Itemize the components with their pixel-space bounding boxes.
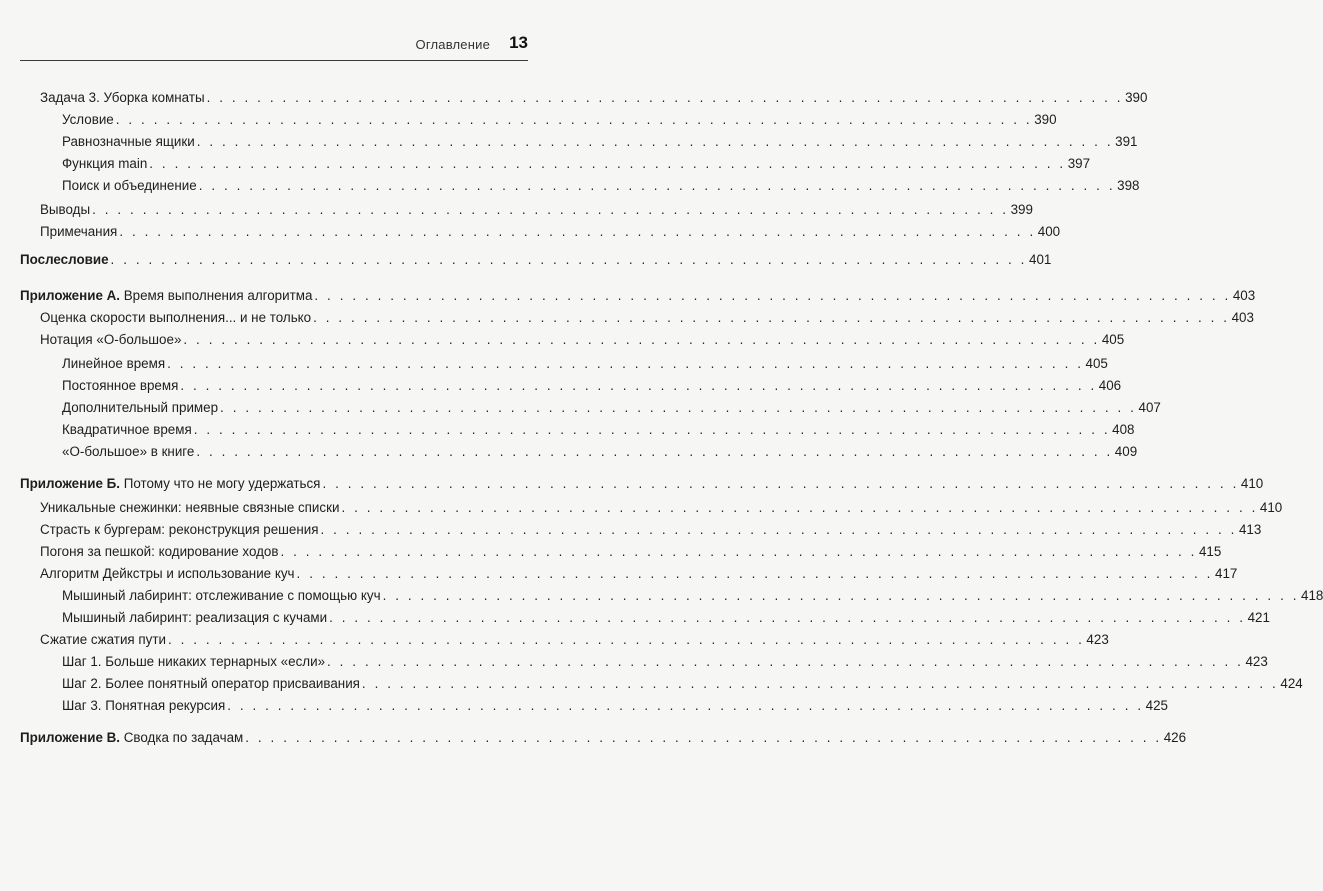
dot-leader: . . . . . . . . . . . . . . . . . . . . . . . . . . . . . . . . . . . . . . . . . . . . . . . . . . . . . . . . . . . . . . . . . . . . . . . . . xyxy=(322,476,1239,491)
dot-leader: . . . . . . . . . . . . . . . . . . . . . . . . . . . . . . . . . . . . . . . . . . . . . . . . . . . . . . . . . . . . . . . . . . . . . . . . . xyxy=(196,444,1113,459)
toc-entry xyxy=(20,200,1033,220)
toc-chapter xyxy=(20,728,1187,748)
dot-leader: . . . . . . . . . . . . . . . . . . . . . . . . . . . . . . . . . . . . . . . . . . . . . . . . . . . . . . . . . . . . . . . . . . . . . . . . . xyxy=(196,134,1114,149)
appendix-label: Приложение В. xyxy=(20,730,121,745)
toc-entry-page: 408 xyxy=(1112,422,1135,437)
toc-chapter-title: Послесловие xyxy=(20,252,109,267)
toc-entry-title: Алгоритм Дейкстры и использование куч xyxy=(40,566,295,581)
dot-leader: . . . . . . . . . . . . . . . . . . . . . . . . . . . . . . . . . . . . . . . . . . . . . . . . . . . . . . . . . . . . . . . . . . . . . . . . . xyxy=(314,288,1231,303)
toc-entry-title: Квадратичное время xyxy=(62,422,192,437)
toc-entry-page: 391 xyxy=(1115,134,1138,149)
toc-entry-page: 424 xyxy=(1280,676,1303,691)
toc-entry-page: 403 xyxy=(1231,310,1254,325)
toc-entry xyxy=(20,442,1138,462)
toc-chapter-page: 401 xyxy=(1029,252,1052,267)
toc-entry xyxy=(20,674,1303,694)
dot-leader: . . . . . . . . . . . . . . . . . . . . . . . . . . . . . . . . . . . . . . . . . . . . . . . . . . . . . . . . . . . . . . . . . . . . . . . . . xyxy=(115,112,1033,127)
toc-entry-title: «О-большое» в книге xyxy=(62,444,195,459)
toc-entry xyxy=(20,696,1168,716)
page-number: 13 xyxy=(509,33,528,52)
toc-chapter-title xyxy=(20,474,320,494)
appendix-label: Приложение А. xyxy=(20,288,121,303)
dot-leader: . . . . . . . . . . . . . . . . . . . . . . . . . . . . . . . . . . . . . . . . . . . . . . . . . . . . . . . . . . . . . . . . . . . . . . . . . xyxy=(183,332,1100,347)
toc-entry-page: 417 xyxy=(1215,566,1238,581)
dot-leader: . . . . . . . . . . . . . . . . . . . . . . . . . . . . . . . . . . . . . . . . . . . . . . . . . . . . . . . . . . . . . . . . . . . . . . . . . xyxy=(320,522,1237,537)
toc-entry-title: Шаг 1. Больше никаких тернарных «если» xyxy=(62,654,326,669)
toc-entry-page: 423 xyxy=(1245,654,1268,669)
dot-leader: . . . . . . . . . . . . . . . . . . . . . . . . . . . . . . . . . . . . . . . . . . . . . . . . . . . . . . . . . . . . . . . . . . . . . . . . . xyxy=(198,178,1116,193)
toc-entry-page: 398 xyxy=(1117,178,1140,193)
dot-leader: . . . . . . . . . . . . . . . . . . . . . . . . . . . . . . . . . . . . . . . . . . . . . . . . . . . . . . . . . . . . . . . . . . . . . . . . . xyxy=(361,676,1279,691)
toc-entry-title: Погоня за пешкой: кодирование ходов xyxy=(40,544,279,559)
toc-entry-page: 390 xyxy=(1034,112,1057,127)
toc-entry-title: Страсть к бургерам: реконструкция решения xyxy=(40,522,319,537)
toc-entry-page: 400 xyxy=(1037,224,1061,239)
toc-entry xyxy=(20,520,1262,540)
dot-leader: . . . . . . . . . . . . . . . . . . . . . . . . . . . . . . . . . . . . . . . . . . . . . . . . . . . . . . . . . . . . . . . . . . . . . . . . . xyxy=(119,224,1036,239)
toc-entry-page: 397 xyxy=(1067,156,1091,171)
toc-chapter xyxy=(20,250,1052,270)
toc-entry xyxy=(20,586,1323,606)
toc-entry-page: 413 xyxy=(1238,522,1262,537)
toc-chapter xyxy=(20,474,1264,494)
dot-leader: . . . . . . . . . . . . . . . . . . . . . . . . . . . . . . . . . . . . . . . . . . . . . . . . . . . . . . . . . . . . . . . . . . . . . . . . . xyxy=(92,202,1009,217)
toc-entry-title: Равнозначные ящики xyxy=(62,134,195,149)
toc-entry-title: Постоянное время xyxy=(62,378,179,393)
dot-leader: . . . . . . . . . . . . . . . . . . . . . . . . . . . . . . . . . . . . . . . . . . . . . . . . . . . . . . . . . . . . . . . . . . . . . . . . . xyxy=(167,356,1084,371)
toc-chapter xyxy=(20,286,1256,306)
toc-entry-page: 406 xyxy=(1098,378,1122,393)
dot-leader: . . . . . . . . . . . . . . . . . . . . . . . . . . . . . . . . . . . . . . . . . . . . . . . . . . . . . . . . . . . . . . . . . . . . . . . . . xyxy=(329,610,1246,625)
dot-leader: . . . . . . . . . . . . . . . . . . . . . . . . . . . . . . . . . . . . . . . . . . . . . . . . . . . . . . . . . . . . . . . . . . . . . . . . . xyxy=(167,632,1085,647)
toc-entry-page: 390 xyxy=(1125,90,1148,105)
dot-leader: . . . . . . . . . . . . . . . . . . . . . . . . . . . . . . . . . . . . . . . . . . . . . . . . . . . . . . . . . . . . . . . . . . . . . . . . . xyxy=(313,310,1230,325)
dot-leader: . . . . . . . . . . . . . . . . . . . . . . . . . . . . . . . . . . . . . . . . . . . . . . . . . . . . . . . . . . . . . . . . . . . . . . . . . xyxy=(327,654,1244,669)
toc-entry-title: Мышиный лабиринт: реализация с кучами xyxy=(62,610,328,625)
dot-leader: . . . . . . . . . . . . . . . . . . . . . . . . . . . . . . . . . . . . . . . . . . . . . . . . . . . . . . . . . . . . . . . . . . . . . . . . . xyxy=(245,730,1162,745)
toc-entry-title: Дополнительный пример xyxy=(62,400,219,415)
toc-entry-page: 409 xyxy=(1114,444,1138,459)
toc-entry-page: 421 xyxy=(1247,610,1270,625)
running-header xyxy=(20,33,528,53)
toc-entry-page: 405 xyxy=(1085,356,1108,371)
toc-entry xyxy=(20,630,1109,650)
toc-entry-title: Уникальные снежинки: неявные связные списки xyxy=(40,500,340,515)
toc-entry xyxy=(20,376,1122,396)
toc-entry-page: 425 xyxy=(1145,698,1168,713)
dot-leader: . . . . . . . . . . . . . . . . . . . . . . . . . . . . . . . . . . . . . . . . . . . . . . . . . . . . . . . . . . . . . . . . . . . . . . . . . xyxy=(149,156,1066,171)
toc-entry-title: Задача 3. Уборка комнаты xyxy=(40,90,205,105)
toc-entry-title: Оценка скорости выполнения... и не только xyxy=(40,310,312,325)
toc-entry-page: 418 xyxy=(1301,588,1323,603)
toc-entry-page: 399 xyxy=(1010,202,1033,217)
dot-leader: . . . . . . . . . . . . . . . . . . . . . . . . . . . . . . . . . . . . . . . . . . . . . . . . . . . . . . . . . . . . . . . . . . . . . . . . . xyxy=(220,400,1137,415)
dot-leader: . . . . . . . . . . . . . . . . . . . . . . . . . . . . . . . . . . . . . . . . . . . . . . . . . . . . . . . . . . . . . . . . . . . . . . . . . xyxy=(296,566,1213,581)
toc-entry-title: Поиск и объединение xyxy=(62,178,197,193)
toc-chapter-page: 403 xyxy=(1232,288,1256,303)
toc-entry-title: Примечания xyxy=(40,224,118,239)
toc-entry-title: Нотация «О-большое» xyxy=(40,332,182,347)
toc-entry-page: 410 xyxy=(1259,500,1283,515)
toc-entry-title: Выводы xyxy=(40,202,91,217)
dot-leader: . . . . . . . . . . . . . . . . . . . . . . . . . . . . . . . . . . . . . . . . . . . . . . . . . . . . . . . . . . . . . . . . . . . . . . . . . xyxy=(227,698,1144,713)
toc-entry-page: 407 xyxy=(1138,400,1161,415)
toc-entry xyxy=(20,608,1270,628)
toc-entry-title: Линейное время xyxy=(62,356,166,371)
toc-entry xyxy=(20,652,1268,672)
toc-entry-title: Шаг 3. Понятная рекурсия xyxy=(62,698,226,713)
toc-entry xyxy=(20,542,1222,562)
toc-entry xyxy=(20,88,1148,108)
toc-entry xyxy=(20,330,1125,350)
dot-leader: . . . . . . . . . . . . . . . . . . . . . . . . . . . . . . . . . . . . . . . . . . . . . . . . . . . . . . . . . . . . . . . . . . . . . . . . . xyxy=(341,500,1258,515)
toc-entry-title: Сжатие сжатия пути xyxy=(40,632,166,647)
dot-leader: . . . . . . . . . . . . . . . . . . . . . . . . . . . . . . . . . . . . . . . . . . . . . . . . . . . . . . . . . . . . . . . . . . . . . . . . . xyxy=(280,544,1197,559)
toc-entry-title: Мышиный лабиринт: отслеживание с помощью куч xyxy=(62,588,381,603)
toc-chapter-title xyxy=(20,728,243,748)
dot-leader: . . . . . . . . . . . . . . . . . . . . . . . . . . . . . . . . . . . . . . . . . . . . . . . . . . . . . . . . . . . . . . . . . . . . . . . . . xyxy=(180,378,1097,393)
toc-chapter-page: 426 xyxy=(1163,730,1187,745)
toc-entry xyxy=(20,132,1138,152)
appendix-label: Приложение Б. xyxy=(20,476,120,491)
appendix-title: Сводка по задачам xyxy=(120,730,244,745)
toc-entry-title: Шаг 2. Более понятный оператор присваивания xyxy=(62,676,360,691)
toc-entry xyxy=(20,154,1091,174)
appendix-title: Потому что не могу удержаться xyxy=(119,476,321,491)
toc-chapter-title xyxy=(20,286,312,306)
toc-entry xyxy=(20,354,1108,374)
dot-leader: . . . . . . . . . . . . . . . . . . . . . . . . . . . . . . . . . . . . . . . . . . . . . . . . . . . . . . . . . . . . . . . . . . . . . . . . . xyxy=(206,90,1124,105)
toc-entry xyxy=(20,110,1057,130)
appendix-title: Время выполнения алгоритма xyxy=(120,288,313,303)
dot-leader: . . . . . . . . . . . . . . . . . . . . . . . . . . . . . . . . . . . . . . . . . . . . . . . . . . . . . . . . . . . . . . . . . . . . . . . . . xyxy=(382,588,1300,603)
toc-entry xyxy=(20,308,1254,328)
toc-entry-page: 415 xyxy=(1198,544,1222,559)
toc-entry xyxy=(20,564,1238,584)
toc-entry-page: 405 xyxy=(1101,332,1125,347)
dot-leader: . . . . . . . . . . . . . . . . . . . . . . . . . . . . . . . . . . . . . . . . . . . . . . . . . . . . . . . . . . . . . . . . . . . . . . . . . xyxy=(110,252,1027,267)
toc-entry xyxy=(20,176,1140,196)
toc-entry xyxy=(20,398,1161,418)
toc-entry xyxy=(20,498,1283,518)
header-divider xyxy=(20,60,528,61)
running-header-section: Оглавление xyxy=(415,37,490,52)
toc-entry-page: 423 xyxy=(1086,632,1109,647)
toc-entry-title: Условие xyxy=(62,112,114,127)
toc-entry-title: Функция main xyxy=(62,156,148,171)
toc-entry xyxy=(20,222,1061,242)
toc-entry xyxy=(20,420,1135,440)
toc-chapter-page: 410 xyxy=(1240,476,1264,491)
dot-leader: . . . . . . . . . . . . . . . . . . . . . . . . . . . . . . . . . . . . . . . . . . . . . . . . . . . . . . . . . . . . . . . . . . . . . . . . . xyxy=(193,422,1111,437)
